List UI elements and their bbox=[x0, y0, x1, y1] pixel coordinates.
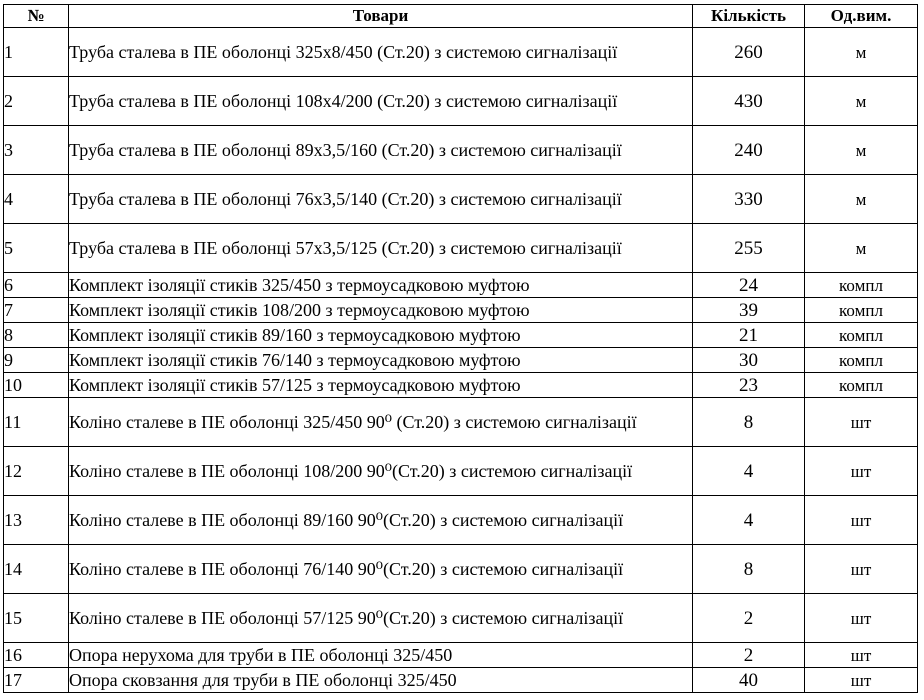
table-row bbox=[4, 447, 918, 496]
row-unit: м bbox=[805, 126, 918, 175]
row-number: 2 bbox=[4, 77, 69, 126]
row-goods: Труба сталева в ПЕ оболонці 108х4/200 (Ст.20) з системою сигналізації bbox=[69, 77, 693, 126]
row-number: 11 bbox=[4, 398, 69, 447]
row-unit: м bbox=[805, 28, 918, 77]
row-quantity: 2 bbox=[693, 594, 805, 643]
row-goods: Комплект ізоляції стиків 57/125 з термоусадковою муфтою bbox=[69, 373, 693, 398]
row-quantity: 39 bbox=[693, 298, 805, 323]
row-unit: шт bbox=[805, 594, 918, 643]
row-unit: компл bbox=[805, 298, 918, 323]
table-row bbox=[4, 126, 918, 175]
row-number: 4 bbox=[4, 175, 69, 224]
table-row bbox=[4, 298, 918, 323]
table-body bbox=[4, 28, 918, 693]
row-unit: шт bbox=[805, 398, 918, 447]
header-number: № bbox=[4, 5, 69, 28]
table-row bbox=[4, 668, 918, 693]
row-number: 12 bbox=[4, 447, 69, 496]
header-unit: Од.вим. bbox=[805, 5, 918, 28]
row-unit: м bbox=[805, 77, 918, 126]
row-number: 6 bbox=[4, 273, 69, 298]
row-goods: Комплект ізоляції стиків 89/160 з термоусадковою муфтою bbox=[69, 323, 693, 348]
row-goods: Коліно сталеве в ПЕ оболонці 76/140 90⁰(Ст.20) з системою сигналізації bbox=[69, 545, 693, 594]
row-unit: шт bbox=[805, 643, 918, 668]
table-header-row bbox=[4, 5, 918, 28]
row-number: 8 bbox=[4, 323, 69, 348]
row-number: 7 bbox=[4, 298, 69, 323]
row-quantity: 430 bbox=[693, 77, 805, 126]
header-goods: Товари bbox=[69, 5, 693, 28]
row-number: 14 bbox=[4, 545, 69, 594]
row-unit: компл bbox=[805, 373, 918, 398]
table-row bbox=[4, 398, 918, 447]
row-quantity: 30 bbox=[693, 348, 805, 373]
row-unit: шт bbox=[805, 447, 918, 496]
table-row bbox=[4, 594, 918, 643]
row-quantity: 255 bbox=[693, 224, 805, 273]
row-number: 9 bbox=[4, 348, 69, 373]
row-number: 15 bbox=[4, 594, 69, 643]
row-quantity: 8 bbox=[693, 398, 805, 447]
row-number: 3 bbox=[4, 126, 69, 175]
row-number: 5 bbox=[4, 224, 69, 273]
row-number: 10 bbox=[4, 373, 69, 398]
row-unit: м bbox=[805, 175, 918, 224]
table-row bbox=[4, 545, 918, 594]
row-goods: Комплект ізоляції стиків 325/450 з термоусадковою муфтою bbox=[69, 273, 693, 298]
row-unit: компл bbox=[805, 323, 918, 348]
header-quantity: Кількість bbox=[693, 5, 805, 28]
table-row bbox=[4, 175, 918, 224]
table-row bbox=[4, 273, 918, 298]
row-goods: Труба сталева в ПЕ оболонці 89х3,5/160 (Ст.20) з системою сигналізації bbox=[69, 126, 693, 175]
table-row bbox=[4, 373, 918, 398]
row-quantity: 2 bbox=[693, 643, 805, 668]
row-quantity: 23 bbox=[693, 373, 805, 398]
table-row bbox=[4, 643, 918, 668]
row-number: 16 bbox=[4, 643, 69, 668]
goods-table bbox=[3, 4, 918, 693]
row-unit: м bbox=[805, 224, 918, 273]
row-goods: Труба сталева в ПЕ оболонці 76х3,5/140 (Ст.20) з системою сигналізації bbox=[69, 175, 693, 224]
row-quantity: 4 bbox=[693, 496, 805, 545]
row-number: 1 bbox=[4, 28, 69, 77]
row-number: 17 bbox=[4, 668, 69, 693]
row-goods: Опора сковзання для труби в ПЕ оболонці 325/450 bbox=[69, 668, 693, 693]
row-quantity: 330 bbox=[693, 175, 805, 224]
row-number: 13 bbox=[4, 496, 69, 545]
row-unit: шт bbox=[805, 496, 918, 545]
row-quantity: 4 bbox=[693, 447, 805, 496]
row-goods: Опора нерухома для труби в ПЕ оболонці 325/450 bbox=[69, 643, 693, 668]
row-unit: шт bbox=[805, 668, 918, 693]
table-row bbox=[4, 77, 918, 126]
row-unit: компл bbox=[805, 348, 918, 373]
table-row bbox=[4, 224, 918, 273]
row-quantity: 8 bbox=[693, 545, 805, 594]
table-row bbox=[4, 496, 918, 545]
row-unit: компл bbox=[805, 273, 918, 298]
row-quantity: 260 bbox=[693, 28, 805, 77]
row-unit: шт bbox=[805, 545, 918, 594]
table-row bbox=[4, 28, 918, 77]
row-quantity: 24 bbox=[693, 273, 805, 298]
row-goods: Коліно сталеве в ПЕ оболонці 89/160 90⁰(Ст.20) з системою сигналізації bbox=[69, 496, 693, 545]
row-quantity: 40 bbox=[693, 668, 805, 693]
row-goods: Коліно сталеве в ПЕ оболонці 57/125 90⁰(Ст.20) з системою сигналізації bbox=[69, 594, 693, 643]
row-goods: Труба сталева в ПЕ оболонці 325х8/450 (Ст.20) з системою сигналізації bbox=[69, 28, 693, 77]
row-quantity: 21 bbox=[693, 323, 805, 348]
row-goods: Комплект ізоляції стиків 76/140 з термоусадковою муфтою bbox=[69, 348, 693, 373]
row-goods: Труба сталева в ПЕ оболонці 57х3,5/125 (Ст.20) з системою сигналізації bbox=[69, 224, 693, 273]
row-goods: Коліно сталеве в ПЕ оболонці 108/200 90⁰(Ст.20) з системою сигналізації bbox=[69, 447, 693, 496]
row-quantity: 240 bbox=[693, 126, 805, 175]
row-goods: Комплект ізоляції стиків 108/200 з термоусадковою муфтою bbox=[69, 298, 693, 323]
table-row bbox=[4, 323, 918, 348]
table-row bbox=[4, 348, 918, 373]
row-goods: Коліно сталеве в ПЕ оболонці 325/450 90⁰ (Ст.20) з системою сигналізації bbox=[69, 398, 693, 447]
